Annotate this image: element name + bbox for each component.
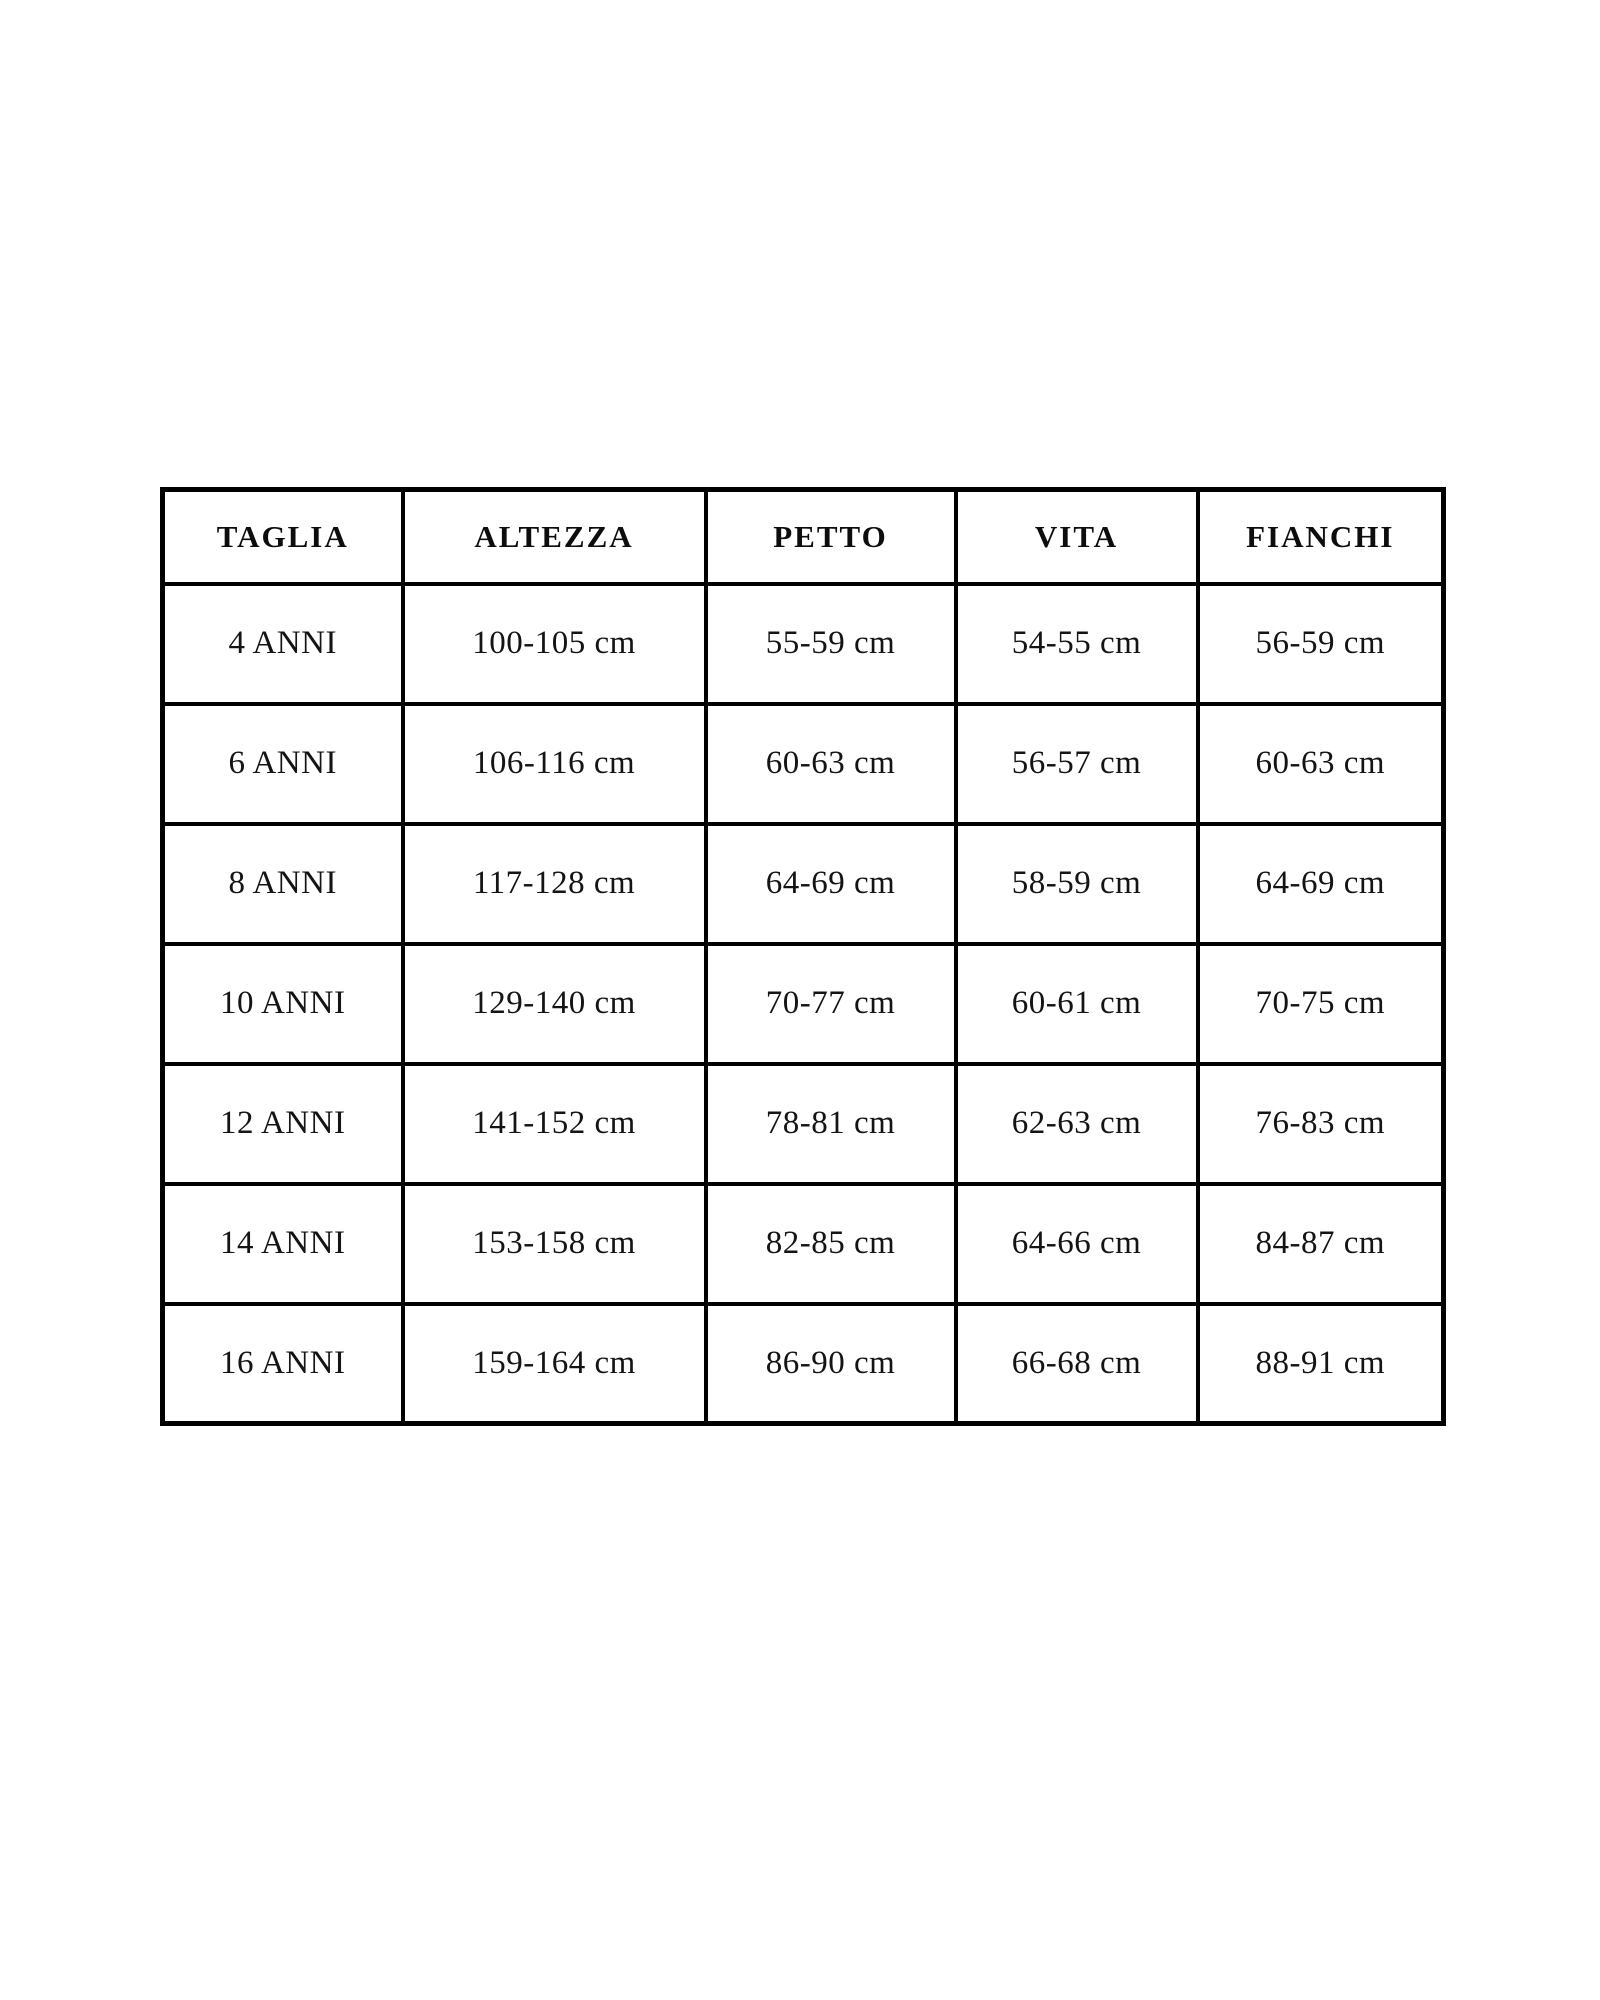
cell-petto: 70-77 cm bbox=[706, 944, 956, 1064]
header-vita: VITA bbox=[956, 490, 1198, 584]
cell-vita: 58-59 cm bbox=[956, 824, 1198, 944]
table-row bbox=[163, 1184, 1444, 1304]
cell-vita: 60-61 cm bbox=[956, 944, 1198, 1064]
cell-fianchi: 84-87 cm bbox=[1198, 1184, 1444, 1304]
table-header bbox=[163, 490, 1444, 584]
cell-petto: 55-59 cm bbox=[706, 584, 956, 704]
header-altezza: ALTEZZA bbox=[403, 490, 706, 584]
header-fianchi: FIANCHI bbox=[1198, 490, 1444, 584]
table-row bbox=[163, 824, 1444, 944]
cell-taglia: 16 ANNI bbox=[163, 1304, 403, 1424]
cell-fianchi: 76-83 cm bbox=[1198, 1064, 1444, 1184]
table-row bbox=[163, 704, 1444, 824]
cell-taglia: 6 ANNI bbox=[163, 704, 403, 824]
table-body bbox=[163, 584, 1444, 1424]
cell-taglia: 8 ANNI bbox=[163, 824, 403, 944]
table-row bbox=[163, 1064, 1444, 1184]
table-row bbox=[163, 584, 1444, 704]
cell-taglia: 4 ANNI bbox=[163, 584, 403, 704]
cell-altezza: 159-164 cm bbox=[403, 1304, 706, 1424]
cell-taglia: 12 ANNI bbox=[163, 1064, 403, 1184]
cell-petto: 82-85 cm bbox=[706, 1184, 956, 1304]
header-row bbox=[163, 490, 1444, 584]
size-chart-table bbox=[160, 487, 1446, 1426]
cell-taglia: 14 ANNI bbox=[163, 1184, 403, 1304]
cell-altezza: 100-105 cm bbox=[403, 584, 706, 704]
header-petto: PETTO bbox=[706, 490, 956, 584]
table-row bbox=[163, 944, 1444, 1064]
cell-petto: 78-81 cm bbox=[706, 1064, 956, 1184]
cell-fianchi: 60-63 cm bbox=[1198, 704, 1444, 824]
cell-fianchi: 56-59 cm bbox=[1198, 584, 1444, 704]
cell-vita: 56-57 cm bbox=[956, 704, 1198, 824]
cell-petto: 86-90 cm bbox=[706, 1304, 956, 1424]
cell-taglia: 10 ANNI bbox=[163, 944, 403, 1064]
cell-fianchi: 88-91 cm bbox=[1198, 1304, 1444, 1424]
cell-fianchi: 64-69 cm bbox=[1198, 824, 1444, 944]
cell-altezza: 106-116 cm bbox=[403, 704, 706, 824]
cell-petto: 60-63 cm bbox=[706, 704, 956, 824]
cell-altezza: 141-152 cm bbox=[403, 1064, 706, 1184]
cell-altezza: 153-158 cm bbox=[403, 1184, 706, 1304]
cell-vita: 66-68 cm bbox=[956, 1304, 1198, 1424]
cell-vita: 62-63 cm bbox=[956, 1064, 1198, 1184]
cell-petto: 64-69 cm bbox=[706, 824, 956, 944]
table-row bbox=[163, 1304, 1444, 1424]
cell-vita: 64-66 cm bbox=[956, 1184, 1198, 1304]
cell-fianchi: 70-75 cm bbox=[1198, 944, 1444, 1064]
cell-altezza: 129-140 cm bbox=[403, 944, 706, 1064]
cell-vita: 54-55 cm bbox=[956, 584, 1198, 704]
cell-altezza: 117-128 cm bbox=[403, 824, 706, 944]
header-taglia: TAGLIA bbox=[163, 490, 403, 584]
